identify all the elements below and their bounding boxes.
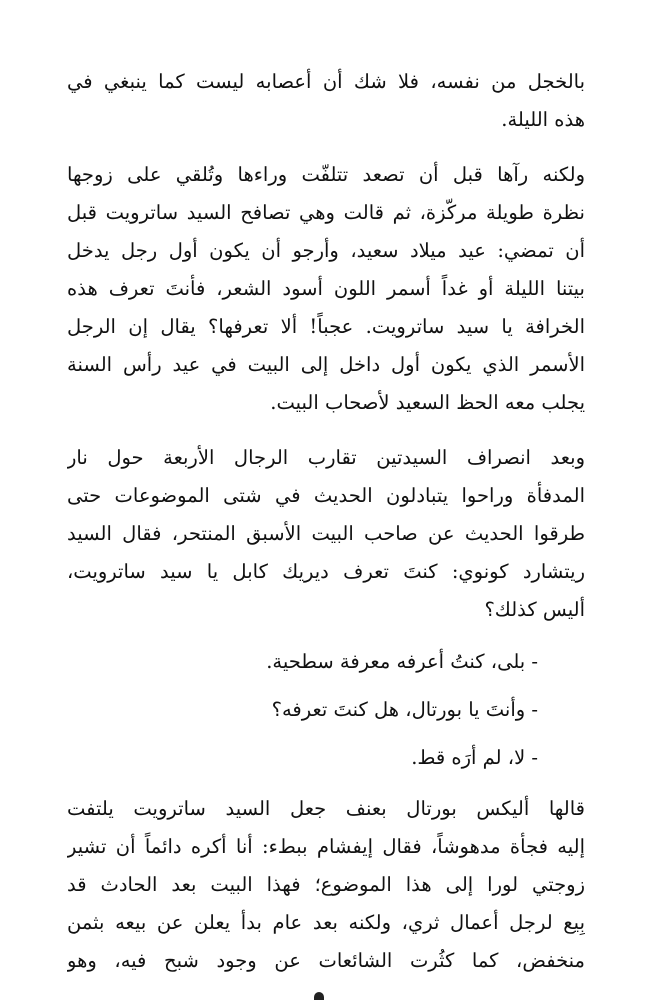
text-line: ولكنه رآها قبل أن تصعد تتلفّت وراءها وتُلقي على زوجها bbox=[67, 163, 585, 186]
dialogue-line: - لا، لم أرَه قط. bbox=[411, 746, 538, 769]
text-line: قالها أليكس بورتال بعنف جعل السيد ساترويت يلتفت bbox=[67, 797, 585, 820]
text-line: الخرافة يا سيد ساترويت. عجباً! ألا تعرفها؟ يقال إن الرجل bbox=[67, 315, 585, 338]
text-line: وبعد انصراف السيدتين تقارب الرجال الأربعة حول نار bbox=[67, 446, 585, 469]
text-line: إليه فجأة مدهوشاً، فقال إيفشام ببطء: أنا أكره دائماً أن تشير bbox=[67, 835, 585, 858]
text-line: أليس كذلك؟ bbox=[484, 598, 585, 621]
text-line: الأسمر الذي يكون أول داخل إلى البيت في عيد رأس السنة bbox=[67, 353, 585, 376]
text-line: منخفض، كما كثُرت الشائعات عن وجود شبح فيه، وهو bbox=[67, 949, 585, 972]
dialogue-line: - بلى، كنتُ أعرفه معرفة سطحية. bbox=[266, 650, 538, 673]
dialogue-line: - وأنتَ يا بورتال، هل كنتَ تعرفه؟ bbox=[271, 698, 538, 721]
page-number-fragment bbox=[314, 992, 324, 1000]
text-line: بيتنا الليلة أو غداً أسمر اللون أسود الشعر، فأنتَ تعرف هذه bbox=[67, 277, 585, 300]
text-line: هذه الليلة. bbox=[501, 108, 585, 131]
text-line: ريتشارد كونوي: كنتَ تعرف ديريك كابل يا سيد ساترويت، bbox=[67, 560, 585, 583]
text-line: أن تمضي: عيد ميلاد سعيد، وأرجو أن يكون أول رجل يدخل bbox=[67, 239, 585, 262]
text-line: يجلب معه الحظ السعيد لأصحاب البيت. bbox=[270, 391, 585, 414]
text-line: بِيع لرجل أعمال ثري، ولكنه بعد عام بدأ يعلن عن بيعه بثمن bbox=[67, 911, 585, 934]
text-line: بالخجل من نفسه، فلا شك أن أعصابه ليست كما ينبغي في bbox=[67, 70, 585, 93]
text-line: المدفأة وراحوا يتبادلون الحديث في شتى الموضوعات حتى bbox=[67, 484, 585, 507]
text-line: طرقوا الحديث عن صاحب البيت الأسبق المنتحر، فقال السيد bbox=[67, 522, 585, 545]
text-line: زوجتي لورا إلى هذا الموضوع؛ فهذا البيت بعد الحادث قد bbox=[67, 873, 585, 896]
text-line: نظرة طويلة مركّزة، ثم قالت وهي تصافح السيد ساترويت قبل bbox=[67, 201, 585, 224]
